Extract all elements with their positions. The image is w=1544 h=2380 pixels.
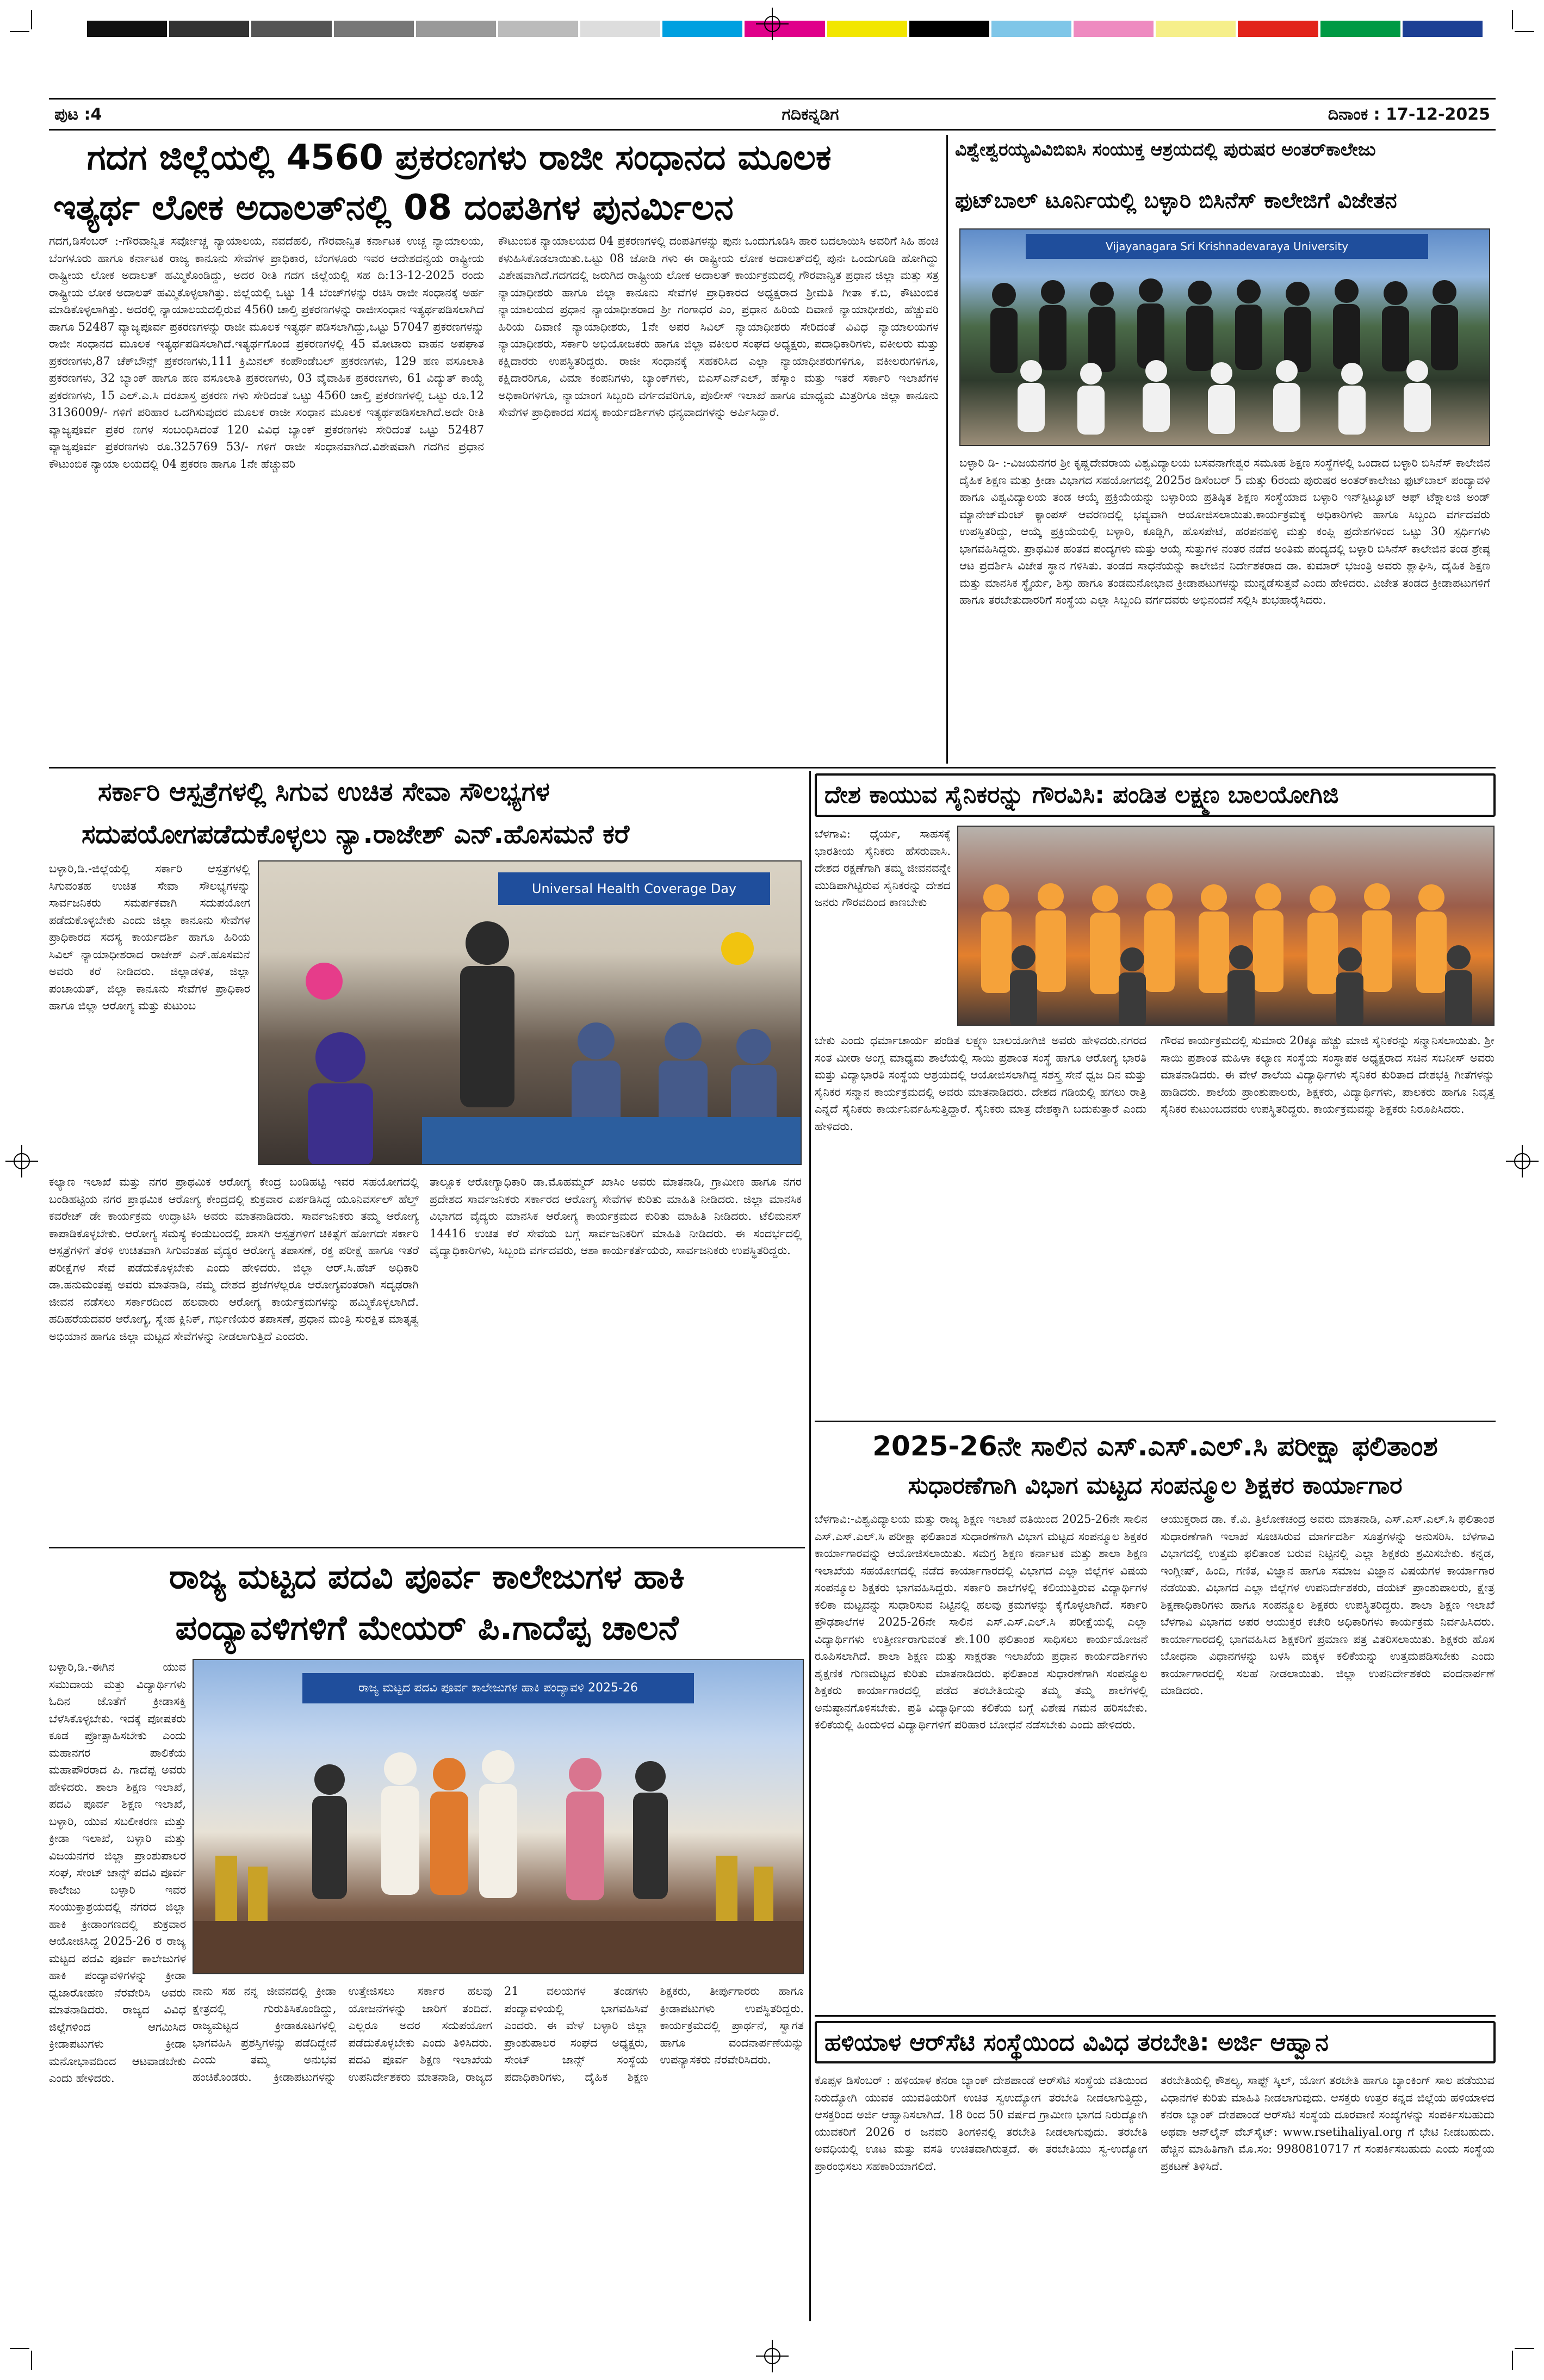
article-hockey bbox=[49, 1550, 805, 2322]
article-body-col-1: ಗದಗ,ಡಿಸೆಂಬರ್ :-ಗೌರವಾನ್ವಿತ ಸರ್ವೋಚ್ಚ ನ್ಯಾಯಾಲಯ, ನವದೆಹಲಿ, ಗೌರವಾನ್ವಿತ ಕರ್ನಾಟಕ ಉಚ್ಚ ನ್ಯಾಯಾಲಯ, ಬೆಂಗಳೂರು ಹಾಗೂ ಕರ್ನಾಟಕ ರಾಜ್ಯ ಕಾನೂನು ಸೇವೆಗಳ ಪ್ರಾಧಿಕಾರ, ಬೆಂಗಳೂರು ಇವರ ಆದೇಶದನ್ವಯ ರಾಷ್ಟ್ರೀಯ ರಾಷ್ಟ್ರೀಯ ಲೋಕ ಅದಾಲತ್ ಹಮ್ಮಿಕೊಂಡಿದ್ದು, ಅದರ ರೀತಿ ಗದಗ ಜಿಲ್ಲೆಯಲ್ಲಿ ಸಹ ದಿ:13-12-2025 ರಂದು ರಾಷ್ಟ್ರೀಯ ಲೋಕ ಅದಾಲತ್ ಹಮ್ಮಿಕೊಳ್ಳಲಾಗಿತ್ತು. ಜಿಲ್ಲೆಯಲ್ಲಿ ಒಟ್ಟು 14 ಬೆಂಚ್‌ಗಳನ್ನು ರಚಿಸಿ ರಾಜೀ ಸಂಧಾನಕ್ಕೆ ಅರ್ಹ ಮಾಡಿಕೊಳ್ಳಲಾಗಿತ್ತು. ಅದರಲ್ಲಿ ನ್ಯಾಯಾಲಯದಲ್ಲಿರುವ 4560 ಚಾಲ್ತಿ ಪ್ರಕರಣಗಳನ್ನು ರಾಜೀಸಂಧಾನ ಇತ್ಯರ್ಥಪಡಿಸಲಾಗಿದೆ ಹಾಗೂ 52487 ವ್ಯಾಜ್ಯಪೂರ್ವ ಪ್ರಕರಣಗಳನ್ನು ರಾಜೀ ಮೂಲಕ ಇತ್ಯರ್ಥ ಪಡಿಸಲಾಗಿದ್ದು,ಒಟ್ಟು 57047 ಪ್ರಕರಣಗಳನ್ನು ರಾಜೀ ಸಂಧಾನದ ಮೂಲಕ ಇತ್ಯರ್ಥಪಡಿಸಲಾಗಿದೆ.ಇತ್ಯರ್ಥಗೊಂಡ ಪ್ರಕರಣಗಳಲ್ಲಿ 45 ಮೋಟಾರು ವಾಹನ ಅಪಘಾತ ಪ್ರಕರಣಗಳು,87 ಚೆಕ್‌ಬೌನ್ಸ್ ಪ್ರಕರಣಗಳು,111 ಕ್ರಿಮಿನಲ್ ಕಂಪೌಂಡೆಬಲ್ ಪ್ರಕರಣಗಳು, 129 ಹಣ ವಸೂಲಾತಿ ಪ್ರಕರಣಗಳು, 32 ಬ್ಯಾಂಕ್ ಹಾಗೂ ಹಣ ವಸೂಲಾತಿ ಪ್ರಕರಣಗಳು, 03 ವೈವಾಹಿಕ ಪ್ರಕರಣಗಳು, 61 ವಿದ್ಯುತ್ ಕಾಯ್ದೆ ಪ್ರಕರಣಗಳು, 15 ಎಲ್.ಎ.ಸಿ ದರಖಾಸ್ತ ಪ್ರಕರಣ ಗಳು ಸೇರಿದಂತೆ ಒಟ್ಟು 4560 ಚಾಲ್ತಿ ಪ್ರಕರಣಗಳಲ್ಲಿ ಒಟ್ಟು ರೂ.12 3136009/- ಗಳಿಗೆ ಪರಿಹಾರ ಒದಗಿಸುವುದರ ಮೂಲಕ ರಾಜೀ ಸಂಧಾನ ಮೂಲಕ ಇತ್ಯರ್ಥಪಡಿಸಲಾಗಿದೆ.ಅದೇ ರೀತಿ ವ್ಯಾಜ್ಯಪೂರ್ವ ಪ್ರಕರ ಣಗಳ ಸಂಬಂಧಿಸಿದಂತೆ 120 ವಿವಿಧ ಬ್ಯಾಂಕ್ ಪ್ರಕರಣಗಳು ಸೇರಿದಂತೆ ಒಟ್ಟು 52487 ವ್ಯಾಜ್ಯಪೂರ್ವ ಪ್ರಕರಣಗಳು ರೂ.325769 53/- ಗಳಿಗೆ ರಾಜೀ ಸಂಧಾನವಾಗಿದೆ.ವಿಶೇಷವಾಗಿ ಗದಗಿನ ಪ್ರಧಾನ ಕೌಟುಂಬಿಕ ನ್ಯಾಯಾ ಲಯದಲ್ಲಿ 04 ಪ್ರಕರಣ ಹಾಗೂ 1ನೇ ಹೆಚ್ಚುವರಿ bbox=[49, 234, 484, 470]
section-divider bbox=[49, 1547, 805, 1548]
color-swatch bbox=[416, 21, 496, 37]
headline-line-2: ಸದುಪಯೋಗಪಡೆದುಕೊಳ್ಳಲು ನ್ಯಾ.ರಾಜೇಶ್ ಎನ್.ಹೊಸಮನೆ ಕರೆ bbox=[82, 819, 630, 850]
color-swatch bbox=[1074, 21, 1154, 37]
article-body-side: ಬಳ್ಳಾರಿ,ಡಿ.-ಈಗಿನ ಯುವ ಸಮುದಾಯ ಮತ್ತು ವಿದ್ಯಾರ್ಥಿಗಳು ಓದಿನ ಜೊತೆಗೆ ಕ್ರೀಡಾಸಕ್ತಿ ಬೆಳೆಸಿಕೊಳ್ಳಬೇಕು. ಇದಕ್ಕೆ ಪೋಷಕರು ಕೂಡ ಪ್ರೋತ್ಸಾಹಿಸಬೇಕು ಎಂದು ಮಹಾನಗರ ಪಾಲಿಕೆಯ ಮಹಾಪೌರರಾದ ಪಿ. ಗಾದೆಪ್ಪ ಅವರು ಹೇಳಿದರು. ಶಾಲಾ ಶಿಕ್ಷಣ ಇಲಾಖೆ, ಪದವಿ ಪೂರ್ವ ಶಿಕ್ಷಣ ಇಲಾಖೆ, ಬಳ್ಳಾರಿ, ಯುವ ಸಬಲೀಕರಣ ಮತ್ತು ಕ್ರೀಡಾ ಇಲಾಖೆ, ಬಳ್ಳಾರಿ ಮತ್ತು ವಿಜಯನಗರ ಜಿಲ್ಲಾ ಪ್ರಾಂಶುಪಾಲರ ಸಂಘ, ಸೇಂಟ್ ಜಾನ್ಸ್ ಪದವಿ ಪೂರ್ವ ಕಾಲೇಜು ಬಳ್ಳಾರಿ ಇವರ ಸಂಯುಕ್ತಾಶ್ರಯದಲ್ಲಿ ನಗರದ ಜಿಲ್ಲಾ ಹಾಕಿ ಕ್ರೀಡಾಂಗಣದಲ್ಲಿ ಶುಕ್ರವಾರ ಆಯೋಜಿಸಿದ್ದ 2025-26 ರ ರಾಜ್ಯ ಮಟ್ಟದ ಪದವಿ ಪೂರ್ವ ಕಾಲೇಜುಗಳ ಹಾಕಿ ಪಂದ್ಯಾವಳಿಗಳನ್ನು ಕ್ರೀಡಾ ಧ್ವಜಾರೋಹಣ ನೆರವೇರಿಸಿ ಅವರು ಮಾತನಾಡಿದರು. ರಾಜ್ಯದ ವಿವಿಧ ಜಿಲ್ಲೆಗಳಿಂದ ಆಗಮಿಸಿದ ಕ್ರೀಡಾಪಟುಗಳು ಕ್ರೀಡಾ ಮನೋಭಾವದಿಂದ ಆಟವಾಡಬೇಕು ಎಂದು ಹೇಳಿದರು. bbox=[49, 1660, 186, 2085]
crop-mark-bottom-right-icon bbox=[1502, 2338, 1534, 2370]
photo-banner: ರಾಜ್ಯ ಮಟ್ಟದ ಪದವಿ ಪೂರ್ವ ಕಾಲೇಜುಗಳ ಹಾಕಿ ಪಂದ್ಯಾವಳಿ 2025-26 bbox=[302, 1673, 694, 1703]
registration-target-bottom-icon bbox=[756, 2340, 789, 2372]
article-body-col-1: ಕೊಪ್ಪಳ ಡಿಸೆಂಬರ್ : ಹಳಿಯಾಳ ಕೆನರಾ ಬ್ಯಾಂಕ್ ದೇಶಪಾಂಡೆ ಆರ್‌ಸೆಟಿ ಸಂಸ್ಥೆಯ ವತಿಯಿಂದ ನಿರುದ್ಯೋಗಿ ಯುವಕ ಯುವತಿಯರಿಗೆ ಉಚಿತ ಸ್ವಉದ್ಯೋಗ ತರಬೇತಿ ನೀಡಲಾಗುತ್ತಿದ್ದು, ಆಸಕ್ತರಿಂದ ಅರ್ಜಿ ಆಹ್ವಾನಿಸಲಾಗಿದೆ. 18 ರಿಂದ 50 ವರ್ಷದ ಗ್ರಾಮೀಣ ಭಾಗದ ನಿರುದ್ಯೋಗಿ ಯುವಕರಿಗೆ 2026 ರ ಜನವರಿ ತಿಂಗಳಿನಲ್ಲಿ ತರಬೇತಿ ನೀಡಲಾಗುವುದು. ತರಬೇತಿ ಅವಧಿಯಲ್ಲಿ ಊಟ ಮತ್ತು ವಸತಿ ಉಚಿತವಾಗಿರುತ್ತದೆ. ಈ ತರಬೇತಿಯು ಸ್ವ-ಉದ್ಯೋಗ ಪ್ರಾರಂಭಿಸಲು ಸಹಕಾರಿಯಾಗಲಿದೆ. bbox=[815, 2074, 1148, 2173]
registration-target-left-icon bbox=[5, 1145, 38, 1177]
article-body-col-1: ಕಲ್ಯಾಣ ಇಲಾಖೆ ಮತ್ತು ನಗರ ಪ್ರಾಥಮಿಕ ಆರೋಗ್ಯ ಕೇಂದ್ರ ಬಂಡಿಹಟ್ಟಿ ಇವರ ಸಹಯೋಗದಲ್ಲಿ ಬಂಡಿಹಟ್ಟಿಯ ನಗರ ಪ್ರಾಥಮಿಕ ಆರೋಗ್ಯ ಕೇಂದ್ರದಲ್ಲಿ ಶುಕ್ರವಾರ ಏರ್ಪಡಿಸಿದ್ದ ಯೂನಿವರ್ಸಲ್ ಹೆಲ್ತ್ ಕವರೇಜ್ ಡೇ ಕಾರ್ಯಕ್ರಮ ಉದ್ಘಾಟಿಸಿ ಅವರು ಮಾತನಾಡಿದರು. ಸಾರ್ವಜನಿಕರು ತಮ್ಮ ಆರೋಗ್ಯ ಕಾಪಾಡಿಕೊಳ್ಳಬೇಕು. ಆರೋಗ್ಯ ಸಮಸ್ಯೆ ಕಂಡುಬಂದಲ್ಲಿ ಖಾಸಗಿ ಆಸ್ಪತ್ರೆಗಳಿಗೆ ಚಿಕಿತ್ಸೆಗೆ ಹೋಗದೇ ಸರ್ಕಾರಿ ಆಸ್ಪತ್ರೆಗಳಿಗೆ ತೆರಳಿ ಉಚಿತವಾಗಿ ಸಿಗುವಂತಹ ವೈದ್ಯರ ಆರೋಗ್ಯ ತಪಾಸಣೆ, ರಕ್ತ ಪರೀಕ್ಷೆ ಹಾಗೂ ಇತರೆ ಪರೀಕ್ಷೆಗಳ ಸೇವೆ ಪಡೆದುಕೊಳ್ಳಬೇಕು ಎಂದು ಹೇಳಿದರು. ಜಿಲ್ಲಾ ಆರ್.ಸಿ.ಹೆಚ್ ಅಧಿಕಾರಿ ಡಾ.ಹನುಮಂತಪ್ಪ ಅವರು ಮಾತನಾಡಿ, ನಮ್ಮ ದೇಶದ ಪ್ರಜೆಗಳೆಲ್ಲರೂ ಆರೋಗ್ಯವಂತರಾಗಿ ಸದೃಢರಾಗಿ ಜೀವನ ನಡೆಸಲು ಸರ್ಕಾರದಿಂದ ಹಲವಾರು ಆರೋಗ್ಯ ಕಾರ್ಯಕ್ರಮಗಳನ್ನು ಹಮ್ಮಿಕೊಳ್ಳಲಾಗಿದೆ. ಹದಿಹರೆಯದವರ ಆರೋಗ್ಯ, ಸ್ನೇಹ ಕ್ಲಿನಿಕ್, ಗರ್ಭಿಣಿಯರ ತಪಾಸಣೆ, ಪ್ರಧಾನ ಮಂತ್ರಿ ಸುರಕ್ಷಿತ ಮಾತೃತ್ವ ಅಭಿಯಾನ ಹಾಗೂ ಜಿಲ್ಲಾ ಮಟ್ಟದ ಸೇವೆಗಳನ್ನು ನೀಡಲಾಗುತ್ತಿದೆ ಎಂದರು. bbox=[49, 1175, 419, 1343]
headline-box bbox=[815, 2021, 1496, 2063]
headline-line-1: ರಾಜ್ಯ ಮಟ್ಟದ ಪದವಿ ಪೂರ್ವ ಕಾಲೇಜುಗಳ ಹಾಕಿ bbox=[169, 1557, 685, 1596]
crop-mark-top-right-icon bbox=[1502, 10, 1534, 42]
headline: ದೇಶ ಕಾಯುವ ಸೈನಿಕರನ್ನು ಗೌರವಿಸಿ: ಪಂಡಿತ ಲಕ್ಷ್ಮಣ ಬಾಲಯೋಗಿಜಿ bbox=[824, 781, 1339, 809]
page-header bbox=[49, 98, 1496, 131]
headline-line-2: ಪಂದ್ಯಾವಳಿಗಳಿಗೆ ಮೇಯರ್ ಪಿ.ಗಾದೆಪ್ಪ ಚಾಲನೆ bbox=[175, 1608, 679, 1647]
headline-line-2: ಇತ್ಯರ್ಥ ಲೋಕ ಅದಾಲತ್‌ನಲ್ಲಿ 08 ದಂಪತಿಗಳ ಪುನರ್ಮಿಲನ bbox=[53, 188, 734, 228]
article-body-col-2: ತರಬೇತಿಯಲ್ಲಿ ಕೌಶಲ್ಯ, ಸಾಫ್ಟ್ ಸ್ಕಿಲ್, ಯೋಗ ತರಬೇತಿ ಹಾಗೂ ಬ್ಯಾಂಕಿಂಗ್ ಸಾಲ ಪಡೆಯುವ ವಿಧಾನಗಳ ಕುರಿತು ಮಾಹಿತಿ ನೀಡಲಾಗುವುದು. ಆಸಕ್ತರು ಉತ್ತರ ಕನ್ನಡ ಜಿಲ್ಲೆಯ ಹಳಿಯಾಳದ ಕೆನರಾ ಬ್ಯಾಂಕ್ ದೇಶಪಾಂಡೆ ಆರ್‌ಸೆಟಿ ಸಂಸ್ಥೆಯ ದೂರವಾಣಿ ಸಂಖ್ಯೆಗಳನ್ನು ಸಂಪರ್ಕಿಸಬಹುದು ಅಥವಾ ಆನ್‌ಲೈನ್ ವೆಬ್‌ಸೈಟ್: www.rsetihaliyal.org ಗೆ ಭೇಟಿ ನೀಡಬಹುದು. ಹೆಚ್ಚಿನ ಮಾಹಿತಿಗಾಗಿ ಮೊ.ಸಂ: 9980810717 ಗೆ ಸಂಪರ್ಕಿಸಬಹುದು ಎಂದು ಸಂಸ್ಥೆಯ ಪ್ರಕಟಣೆ ತಿಳಿಸಿದೆ. bbox=[1161, 2074, 1495, 2173]
article-body-col-2: ತಾಲ್ಲೂಕ ಆರೋಗ್ಯಾಧಿಕಾರಿ ಡಾ.ಮೊಹಮ್ಮದ್ ಖಾಸಿಂ ಅವರು ಮಾತನಾಡಿ, ಗ್ರಾಮೀಣ ಹಾಗೂ ನಗರ ಪ್ರದೇಶದ ಸಾರ್ವಜನಿಕರು ಸರ್ಕಾರದ ಆರೋಗ್ಯ ಸೇವೆಗಳ ಕುರಿತು ಮಾಹಿತಿ ನೀಡಿದರು. ಜಿಲ್ಲಾ ಮಾನಸಿಕ ವಿಭಾಗದ ವೈದ್ಯರು ಮಾನಸಿಕ ಆರೋಗ್ಯ ಕಾರ್ಯಕ್ರಮದ ಕುರಿತು ಮಾಹಿತಿ ನೀಡಿದರು. ಟೆಲಿಮನಸ್ 14416 ಉಚಿತ ಕರೆ ಸೇವೆಯ ಬಗ್ಗೆ ಸಾರ್ವಜನಿಕರಿಗೆ ಮಾಹಿತಿ ನೀಡಿದರು. ಈ ಸಂದರ್ಭದಲ್ಲಿ ವೈದ್ಯಾಧಿಕಾರಿಗಳು, ಸಿಬ್ಬಂದಿ ವರ್ಗದವರು, ಆಶಾ ಕಾರ್ಯಕರ್ತೆಯರು, ಸಾರ್ವಜನಿಕರು ಉಪಸ್ಥಿತರಿದ್ದರು. bbox=[430, 1175, 802, 1257]
headline-line-1: 2025-26ನೇ ಸಾಲಿನ ಎಸ್.ಎಸ್.ಎಲ್.ಸಿ ಪರೀಕ್ಷಾ ಫಲಿತಾಂಶ bbox=[872, 1430, 1438, 1462]
color-swatch bbox=[909, 21, 989, 37]
color-swatch bbox=[334, 21, 414, 37]
hockey-inauguration-photo bbox=[193, 1659, 804, 1974]
column-divider bbox=[809, 771, 811, 2321]
section-divider bbox=[815, 2015, 1496, 2017]
headline-line-2: ಸುಧಾರಣೆಗಾಗಿ ವಿಭಾಗ ಮಟ್ಟದ ಸಂಪನ್ಮೂಲ ಶಿಕ್ಷಕರ ಕಾರ್ಯಾಗಾರ bbox=[908, 1472, 1403, 1499]
speaker-and-audience-icon bbox=[259, 861, 802, 1165]
color-swatch bbox=[1156, 21, 1236, 37]
headline-box bbox=[815, 773, 1496, 817]
color-swatch bbox=[580, 21, 660, 37]
headline-line-1: ಸರ್ಕಾರಿ ಆಸ್ಪತ್ರೆಗಳಲ್ಲಿ ಸಿಗುವ ಉಚಿತ ಸೇವಾ ಸೌಲಭ್ಯಗಳ bbox=[98, 777, 550, 807]
headline-line-2: ಫುಟ್‌ಬಾಲ್ ಟೂರ್ನಿಯಲ್ಲಿ ಬಳ್ಳಾರಿ ಬಿಸಿನೆಸ್ ಕಾಲೇಜಿಗೆ ವಿಜೇತನ bbox=[955, 188, 1397, 213]
soldiers-felicitation-photo bbox=[957, 826, 1495, 1026]
article-body-bottom: ನಾನು ಸಹ ನನ್ನ ಜೀವನದಲ್ಲಿ ಕ್ರೀಡಾ ಕ್ಷೇತ್ರದಲ್ಲಿ ಗುರುತಿಸಿಕೊಂಡಿದ್ದು, ರಾಜ್ಯಮಟ್ಟದ ಕ್ರೀಡಾಕೂಟಗಳಲ್ಲಿ ಭಾಗವಹಿಸಿ ಪ್ರಶಸ್ತಿಗಳನ್ನು ಪಡೆದಿದ್ದೇನೆ ಎಂದು ತಮ್ಮ ಅನುಭವ ಹಂಚಿಕೊಂಡರು. ಕ್ರೀಡಾಪಟುಗಳನ್ನು ಉತ್ತೇಜಿಸಲು ಸರ್ಕಾರ ಹಲವು ಯೋಜನೆಗಳನ್ನು ಜಾರಿಗೆ ತಂದಿದೆ. ಎಲ್ಲರೂ ಅದರ ಸದುಪಯೋಗ ಪಡೆದುಕೊಳ್ಳಬೇಕು ಎಂದು ತಿಳಿಸಿದರು. ಪದವಿ ಪೂರ್ವ ಶಿಕ್ಷಣ ಇಲಾಖೆಯ ಉಪನಿರ್ದೇಶಕರು ಮಾತನಾಡಿ, ರಾಜ್ಯದ 21 ವಲಯಗಳ ತಂಡಗಳು ಪಂದ್ಯಾವಳಿಯಲ್ಲಿ ಭಾಗವಹಿಸಿವೆ ಎಂದರು. ಈ ವೇಳೆ ಬಳ್ಳಾರಿ ಜಿಲ್ಲಾ ಪ್ರಾಂಶುಪಾಲರ ಸಂಘದ ಅಧ್ಯಕ್ಷರು, ಸೇಂಟ್ ಜಾನ್ಸ್ ಸಂಸ್ಥೆಯ ಪದಾಧಿಕಾರಿಗಳು, ದೈಹಿಕ ಶಿಕ್ಷಣ ಶಿಕ್ಷಕರು, ತೀರ್ಪುಗಾರರು ಹಾಗೂ ಕ್ರೀಡಾಪಟುಗಳು ಉಪಸ್ಥಿತರಿದ್ದರು. ಕಾರ್ಯಕ್ರಮದಲ್ಲಿ ಪ್ರಾರ್ಥನೆ, ಸ್ವಾಗತ ಹಾಗೂ ವಂದನಾರ್ಪಣೆಯನ್ನು ಉಪನ್ಯಾಸಕರು ನೆರವೇರಿಸಿದರು. bbox=[193, 1985, 804, 2084]
article-body-col-2: ಗೌರವ ಕಾರ್ಯಕ್ರಮದಲ್ಲಿ ಸುಮಾರು 20ಕ್ಕೂ ಹೆಚ್ಚು ಮಾಜಿ ಸೈನಿಕರನ್ನು ಸನ್ಮಾನಿಸಲಾಯಿತು. ಶ್ರೀ ಸಾಯಿ ಪ್ರಶಾಂತ ಮಹಿಳಾ ಕಲ್ಯಾಣ ಸಂಸ್ಥೆಯ ಸಂಸ್ಥಾಪಕ ಅಧ್ಯಕ್ಷರಾದ ಸಚಿನ ಸಬನೀಸ್ ಅವರು ಮಾತನಾಡಿದರು. ಈ ವೇಳೆ ಶಾಲೆಯ ವಿದ್ಯಾರ್ಥಿಗಳು ಸೈನಿಕರ ಕುರಿತಾದ ದೇಶಭಕ್ತಿ ಗೀತೆಗಳನ್ನು ಹಾಡಿದರು. ಶಾಲೆಯ ಪ್ರಾಂಶುಪಾಲರು, ಶಿಕ್ಷಕರು, ವಿದ್ಯಾರ್ಥಿಗಳು, ಪಾಲಕರು ಹಾಗೂ ನಿವೃತ್ತ ಸೈನಿಕರ ಕುಟುಂಬದವರು ಉಪಸ್ಥಿತರಿದ್ದರು. ಕಾರ್ಯಕ್ರಮವನ್ನು ಶಿಕ್ಷಕರು ನಿರೂಪಿಸಿದರು. bbox=[1161, 1034, 1495, 1115]
article-body-col-1: ಬೆಳಗಾವಿ:-ವಿಶ್ವವಿದ್ಯಾಲಯ ಮತ್ತು ರಾಜ್ಯ ಶಿಕ್ಷಣ ಇಲಾಖೆ ವತಿಯಿಂದ 2025-26ನೇ ಸಾಲಿನ ಎಸ್.ಎಸ್.ಎಲ್.ಸಿ ಪರೀಕ್ಷಾ ಫಲಿತಾಂಶ ಸುಧಾರಣೆಗಾಗಿ ವಿಭಾಗ ಮಟ್ಟದ ಸಂಪನ್ಮೂಲ ಶಿಕ್ಷಕರ ಕಾರ್ಯಾಗಾರವನ್ನು ಆಯೋಜಿಸಲಾಯಿತು. ಸಮಗ್ರ ಶಿಕ್ಷಣ ಕರ್ನಾಟಕ ಮತ್ತು ಶಾಲಾ ಶಿಕ್ಷಣ ಇಲಾಖೆಯ ಸಹಯೋಗದಲ್ಲಿ ನಡೆದ ಕಾರ್ಯಾಗಾರದಲ್ಲಿ ವಿಭಾಗದ ಎಲ್ಲಾ ಜಿಲ್ಲೆಗಳ ವಿಷಯ ಸಂಪನ್ಮೂಲ ಶಿಕ್ಷಕರು ಭಾಗವಹಿಸಿದ್ದರು. ಸರ್ಕಾರಿ ಶಾಲೆಗಳಲ್ಲಿ ಕಲಿಯುತ್ತಿರುವ ವಿದ್ಯಾರ್ಥಿಗಳ ಕಲಿಕಾ ಮಟ್ಟವನ್ನು ಸುಧಾರಿಸುವ ನಿಟ್ಟಿನಲ್ಲಿ ಹಲವು ಕ್ರಮಗಳನ್ನು ಕೈಗೊಳ್ಳಲಾಗಿದೆ. ಸರ್ಕಾರಿ ಪ್ರೌಢಶಾಲೆಗಳ 2025-26ನೇ ಸಾಲಿನ ಎಸ್.ಎಸ್.ಎಲ್.ಸಿ ಪರೀಕ್ಷೆಯಲ್ಲಿ ಎಲ್ಲಾ ವಿದ್ಯಾರ್ಥಿಗಳು ಉತ್ತೀರ್ಣರಾಗುವಂತೆ ಶೇ.100 ಫಲಿತಾಂಶ ಸಾಧಿಸಲು ಕಾರ್ಯಯೋಜನೆ ರೂಪಿಸಲಾಗಿದೆ. ಶಾಲಾ ಶಿಕ್ಷಣ ಮತ್ತು ಸಾಕ್ಷರತಾ ಇಲಾಖೆಯ ಪ್ರಧಾನ ಕಾರ್ಯದರ್ಶಿಗಳು ಶೈಕ್ಷಣಿಕ ಗುಣಮಟ್ಟದ ಕುರಿತು ಮಾತನಾಡಿದರು. ಫಲಿತಾಂಶ ಸುಧಾರಣೆಗಾಗಿ ಸಂಪನ್ಮೂಲ ಶಿಕ್ಷಕರು ಕಾರ್ಯಾಗಾರದಲ್ಲಿ ಪಡೆದ ತರಬೇತಿಯನ್ನು ತಮ್ಮ ತಮ್ಮ ಶಾಲೆಗಳಲ್ಲಿ ಅನುಷ್ಠಾನಗೊಳಿಸಬೇಕು. ಪ್ರತಿ ವಿದ್ಯಾರ್ಥಿಯ ಕಲಿಕೆಯ ಬಗ್ಗೆ ವಿಶೇಷ ಗಮನ ಹರಿಸಬೇಕು. ಕಲಿಕೆಯಲ್ಲಿ ಹಿಂದುಳಿದ ವಿದ್ಯಾರ್ಥಿಗಳಿಗೆ ಪರಿಹಾರ ಬೋಧನೆ ನಡೆಸಬೇಕು ಎಂದು ಹೇಳಿದರು. bbox=[815, 1513, 1148, 1731]
color-swatch bbox=[1403, 21, 1483, 37]
page-number: ಪುಟ :4 bbox=[54, 105, 102, 124]
crop-mark-bottom-left-icon bbox=[10, 2338, 42, 2370]
article-football bbox=[953, 135, 1497, 764]
dignitaries-and-trophies-icon bbox=[194, 1660, 804, 1974]
article-body-intro: ಬೆಳಗಾವಿ: ಧೈರ್ಯ, ಸಾಹಸಕ್ಕೆ ಭಾರತೀಯ ಸೈನಿಕರು ಹೆಸರುವಾಸಿ. ದೇಶದ ರಕ್ಷಣೆಗಾಗಿ ತಮ್ಮ ಜೀವನವನ್ನೇ ಮುಡಿಪಾಗಿಟ್ಟಿರುವ ಸೈನಿಕರನ್ನು ದೇಶದ ಜನರು ಗೌರವದಿಂದ ಕಾಣಬೇಕು bbox=[815, 827, 951, 909]
paper-name: ಗದಿಕನ್ನಡಿಗ bbox=[782, 105, 839, 124]
column-divider bbox=[946, 135, 948, 764]
color-swatch bbox=[87, 21, 167, 37]
color-swatch bbox=[169, 21, 249, 37]
color-swatch bbox=[991, 21, 1071, 37]
article-rseti bbox=[815, 2019, 1496, 2323]
headline-line-1: ವಿಶ್ವೇಶ್ವರಯ್ಯವಿವಿಬಿಐಸಿ ಸಂಯುಕ್ತ ಆಶ್ರಯದಲ್ಲಿ ಪುರುಷರ ಅಂತರ್‌ಕಾಲೇಜು bbox=[955, 139, 1376, 160]
section-divider bbox=[815, 1421, 1496, 1422]
color-swatch bbox=[251, 21, 331, 37]
article-hospital bbox=[49, 771, 805, 1544]
color-swatch bbox=[1238, 21, 1318, 37]
article-sslc bbox=[815, 1424, 1496, 2011]
crop-mark-top-left-icon bbox=[10, 10, 42, 42]
color-swatch bbox=[498, 21, 578, 37]
photo-banner: Universal Health Coverage Day bbox=[498, 872, 770, 905]
headline-line-1: ಗದಗ ಜಿಲ್ಲೆಯಲ್ಲಿ 4560 ಪ್ರಕರಣಗಳು ರಾಜೀ ಸಂಧಾನದ ಮೂಲಕ bbox=[87, 138, 832, 178]
color-swatch bbox=[662, 21, 742, 37]
color-swatch bbox=[1320, 21, 1400, 37]
article-body-col-2: ಆಯುಕ್ತರಾದ ಡಾ. ಕೆ.ವಿ. ತ್ರಿಲೋಕಚಂದ್ರ ಅವರು ಮಾತನಾಡಿ, ಎಸ್.ಎಸ್.ಎಲ್.ಸಿ ಫಲಿತಾಂಶ ಸುಧಾರಣೆಗಾಗಿ ಇಲಾಖೆ ಸೂಚಿಸಿರುವ ಮಾರ್ಗದರ್ಶಿ ಸೂತ್ರಗಳನ್ನು ಅನುಸರಿಸಿ. ಬೆಳಗಾವಿ ವಿಭಾಗದಲ್ಲಿ ಉತ್ತಮ ಫಲಿತಾಂಶ ಬರುವ ನಿಟ್ಟಿನಲ್ಲಿ ಎಲ್ಲಾ ಶಿಕ್ಷಕರು ಶ್ರಮಿಸಬೇಕು. ಕನ್ನಡ, ಇಂಗ್ಲೀಷ್, ಹಿಂದಿ, ಗಣಿತ, ವಿಜ್ಞಾನ ಹಾಗೂ ಸಮಾಜ ವಿಜ್ಞಾನ ವಿಷಯಗಳ ಕಾರ್ಯಾಗಾರ ನಡೆಯಿತು. ವಿಭಾಗದ ಎಲ್ಲಾ ಜಿಲ್ಲೆಗಳ ಉಪನಿರ್ದೇಶಕರು, ಡಯಟ್ ಪ್ರಾಂಶುಪಾಲರು, ಕ್ಷೇತ್ರ ಶಿಕ್ಷಣಾಧಿಕಾರಿಗಳು ಹಾಗೂ ಸಂಪನ್ಮೂಲ ಶಿಕ್ಷಕರು ಉಪಸ್ಥಿತರಿದ್ದರು. ಶಾಲಾ ಶಿಕ್ಷಣ ಇಲಾಖೆ ಬೆಳಗಾವಿ ವಿಭಾಗದ ಅಪರ ಆಯುಕ್ತರ ಕಚೇರಿ ಅಧಿಕಾರಿಗಳು ಕಾರ್ಯಕ್ರಮ ನಿರ್ವಹಿಸಿದರು. ಕಾರ್ಯಾಗಾರದಲ್ಲಿ ಭಾಗವಹಿಸಿದ ಶಿಕ್ಷಕರಿಗೆ ಪ್ರಮಾಣ ಪತ್ರ ವಿತರಿಸಲಾಯಿತು. ಶಿಕ್ಷಕರು ಹೊಸ ಬೋಧನಾ ವಿಧಾನಗಳನ್ನು ಬಳಸಿ ಮಕ್ಕಳ ಕಲಿಕೆಯನ್ನು ಉತ್ತಮಪಡಿಸಬೇಕು ಎಂದು ಕಾರ್ಯಾಗಾರದಲ್ಲಿ ಸಲಹೆ ನೀಡಲಾಯಿತು. ಜಿಲ್ಲಾ ಉಪನಿರ್ದೇಶಕರು ವಂದನಾರ್ಪಣೆ ಮಾಡಿದರು. bbox=[1161, 1513, 1495, 1697]
football-team-photo bbox=[959, 228, 1490, 446]
article-lok-adalat bbox=[49, 135, 942, 764]
team-group-icon bbox=[960, 262, 1490, 446]
honorees-row-icon bbox=[958, 827, 1495, 1026]
article-body: ಬಳ್ಳಾರಿ ಡಿ- :-ವಿಜಯನಗರ ಶ್ರೀ ಕೃಷ್ಣದೇವರಾಯ ವಿಶ್ವವಿದ್ಯಾಲಯ ಬಸವನಾಗೇಶ್ವರ ಸಮೂಹ ಶಿಕ್ಷಣ ಸಂಸ್ಥೆಗಳಲ್ಲಿ ಒಂದಾದ ಬಳ್ಳಾರಿ ಬಿಸಿನೆಸ್ ಕಾಲೇಜಿನ ದೈಹಿಕ ಶಿಕ್ಷಣ ಮತ್ತು ಕ್ರೀಡಾ ವಿಭಾಗದ ಸಹಯೋಗದಲ್ಲಿ 2025ರ ಡಿಸೆಂಬರ್ 5 ಮತ್ತು 6ರಂದು ಪುರುಷರ ಅಂತರ್‌ಕಾಲೇಜು ಫುಟ್‌ಬಾಲ್ ಪಂದ್ಯಾವಳಿ ಹಾಗೂ ವಿಶ್ವವಿದ್ಯಾಲಯ ತಂಡ ಆಯ್ಕೆ ಪ್ರಕ್ರಿಯೆಯನ್ನು ಬಳ್ಳಾರಿಯ ಪ್ರತಿಷ್ಠಿತ ಶಿಕ್ಷಣ ಸಂಸ್ಥೆಯಾದ ಬಳ್ಳಾರಿ ಇನ್‌ಸ್ಟಿಟ್ಯೂಟ್ ಆಫ್ ಟೆಕ್ನಾಲಜಿ ಅಂಡ್ ಮ್ಯಾನೇಜ್‌ಮೆಂಟ್ ಕ್ಯಾಂಪಸ್ ಆವರಣದಲ್ಲಿ ಭವ್ಯವಾಗಿ ಆಯೋಜಿಸಲಾಯಿತು.ಕಾರ್ಯಕ್ರಮಕ್ಕೆ ಅಧಿಕಾರಿಗಳು ಹಾಗೂ ಸಿಬ್ಬಂದಿ ವರ್ಗದವರು ಉಪಸ್ಥಿತರಿದ್ದು, ಆಯ್ಕೆ ಪ್ರಕ್ರಿಯೆಯಲ್ಲಿ ಬಳ್ಳಾರಿ, ಕೂಡ್ಲಿಗಿ, ಹೊಸಪೇಟೆ, ಹರಪನಹಳ್ಳಿ ಮತ್ತು ಕಂಪ್ಲಿ ಪ್ರದೇಶಗಳಿಂದ ಒಟ್ಟು 30 ಸ್ಪರ್ಧಿಗಳು ಭಾಗವಹಿಸಿದ್ದರು. ಪ್ರಾಥಮಿಕ ಹಂತದ ಪಂದ್ಯಗಳು ಮತ್ತು ಆಯ್ಕೆ ಸುತ್ತುಗಳ ನಂತರ ನಡೆದ ಅಂತಿಮ ಪಂದ್ಯದಲ್ಲಿ ಬಳ್ಳಾರಿ ಬಿಸಿನೆಸ್ ಕಾಲೇಜಿನ ತಂಡ ಶ್ರೇಷ್ಠ ಆಟ ಪ್ರದರ್ಶಿಸಿ ವಿಜೇತ ಸ್ಥಾನ ಗಳಿಸಿತು. ತಂಡದ ಸಾಧನೆಯನ್ನು ಕಾಲೇಜಿನ ನಿರ್ದೇಶಕರಾದ ಡಾ. ಕುಮಾರ್ ಭಜಂತ್ರಿ ಅವರು ಶ್ಲಾಘಿಸಿ, ದೈಹಿಕ ಶಿಕ್ಷಣ ಮತ್ತು ಮಾನಸಿಕ ಸ್ಥೈರ್ಯ, ಶಿಸ್ತು ಹಾಗೂ ತಂಡಮನೋಭಾವ ಕ್ರೀಡಾಪಟುಗಳನ್ನು ಮುನ್ನಡೆಸುತ್ತವೆ ಎಂದು ಹೇಳಿದರು. ವಿಜೇತ ತಂಡದ ಕ್ರೀಡಾಪಟುಗಳಿಗೆ ಹಾಗೂ ತರಬೇತುದಾರರಿಗೆ ಸಂಸ್ಥೆಯ ಎಲ್ಲಾ ಸಿಬ್ಬಂದಿ ವರ್ಗದವರು ಅಭಿನಂದನೆ ಸಲ್ಲಿಸಿ ಶುಭಹಾರೈಸಿದರು. bbox=[959, 456, 1490, 606]
headline: ಹಳಿಯಾಳ ಆರ್‌ಸೆಟಿ ಸಂಸ್ಥೆಯಿಂದ ವಿವಿಧ ತರಬೇತಿ: ಅರ್ಜಿ ಆಹ್ವಾನ bbox=[824, 2029, 1329, 2056]
photo-banner: Vijayanagara Sri Krishnadevaraya University bbox=[1026, 234, 1428, 259]
article-body-col-1: ಬೇಕು ಎಂದು ಧರ್ಮಾಚಾರ್ಯ ಪಂಡಿತ ಲಕ್ಷ್ಮಣ ಬಾಲಯೋಗಿಜಿ ಅವರು ಹೇಳಿದರು.ನಗರದ ಸಂತ ಮೀರಾ ಅಂಗ್ಲ ಮಾಧ್ಯಮ ಶಾಲೆಯಲ್ಲಿ ಸಾಯಿ ಪ್ರಶಾಂತ ಸಂಸ್ಥೆ ಹಾಗೂ ಆರೋಗ್ಯ ಭಾರತಿ ಮತ್ತು ವಿದ್ಯಾಭಾರತಿ ಸಂಸ್ಥೆಯ ಆಶ್ರಯದಲ್ಲಿ ಆಯೋಜಿಸಲಾಗಿದ್ದ ಸಶಸ್ತ್ರ ಸೇನೆ ಧ್ವಜ ದಿನ ಮತ್ತು ಸೈನಿಕರ ಸನ್ಮಾನ ಕಾರ್ಯಕ್ರಮದಲ್ಲಿ ಅವರು ಮಾತನಾಡಿದರು. ದೇಶದ ಗಡಿಯಲ್ಲಿ ಹಗಲು ರಾತ್ರಿ ಎನ್ನದೆ ಸೈನಿಕರು ಕಾರ್ಯನಿರ್ವಹಿಸುತ್ತಿದ್ದಾರೆ. ಸೈನಿಕರು ಮಾತ್ರ ದೇಶಕ್ಕಾಗಿ ಬದುಕುತ್ತಾರೆ ಎಂದು ಹೇಳಿದರು. bbox=[815, 1034, 1146, 1133]
section-divider bbox=[49, 767, 1496, 768]
color-swatch bbox=[827, 21, 907, 37]
article-soldiers bbox=[815, 771, 1496, 1418]
registration-target-right-icon bbox=[1506, 1145, 1539, 1177]
issue-date: ದಿನಾಂಕ : 17-12-2025 bbox=[1328, 105, 1490, 124]
registration-target-top-icon bbox=[756, 8, 789, 40]
hospital-event-photo bbox=[258, 860, 802, 1165]
article-body-col-2: ಕೌಟುಂಬಿಕ ನ್ಯಾಯಾಲಯದ 04 ಪ್ರಕರಣಗಳಲ್ಲಿ ದಂಪತಿಗಳನ್ನು ಪುನಃ ಒಂದುಗೂಡಿಸಿ ಹಾರ ಬದಲಾಯಿಸಿ ಅವರಿಗೆ ಸಿಹಿ ಹಂಚಿ ಕಳುಹಿಸಿಕೊಡಲಾಯಿತು.ಒಟ್ಟು 08 ಜೋಡಿ ಗಳು ಈ ರಾಷ್ಟ್ರೀಯ ಲೋಕ ಅದಾಲತ್‌ದಲ್ಲಿ ಪುನಃ ಒಂದುಗೂಡಿ ಹೋಗಿದ್ದು ವಿಶೇಷವಾಗಿದೆ.ಗದಗದಲ್ಲಿ ಜರುಗಿದ ರಾಷ್ಟ್ರೀಯ ಲೋಕ ಅದಾಲತ್ ಕಾರ್ಯಕ್ರಮದಲ್ಲಿ ಗೌರವಾನ್ವಿತ ಪ್ರಧಾನ ಜಿಲ್ಲಾ ಮತ್ತು ಸತ್ರ ನ್ಯಾಯಾಧೀಶರು ಹಾಗೂ ಜಿಲ್ಲಾ ಕಾನೂನು ಸೇವೆಗಳ ಪ್ರಾಧಿಕಾರದ ಅಧ್ಯಕ್ಷರಾದ ಶ್ರೀಮತಿ ಗೀತಾ ಕೆ.ಬಿ, ಕೌಟುಂಬಿಕ ನ್ಯಾಯಾಲಯದ ಪ್ರಧಾನ ನ್ಯಾಯಾಧೀಶರಾದ ಶ್ರೀ ಗಂಗಾಧರ ಎಂ, ಪ್ರಧಾನ ಹಿರಿಯ ದಿವಾಣಿ ನ್ಯಾಯಾಧೀಶರು, ಹೆಚ್ಚುವರಿ ಹಿರಿಯ ದಿವಾಣಿ ನ್ಯಾಯಾಧೀಶರು, 1ನೇ ಅಪರ ಸಿವಿಲ್ ನ್ಯಾಯಾಧೀಶರು ಸೇರಿದಂತೆ ವಿವಿಧ ನ್ಯಾಯಾಲಯಗಳ ನ್ಯಾಯಾಧೀಶರು, ಸರ್ಕಾರಿ ಅಭಿಯೋಜಕರು ಹಾಗೂ ಜಿಲ್ಲಾ ವಕೀಲರ ಸಂಘದ ಅಧ್ಯಕ್ಷರು, ಪದಾಧಿಕಾರಿಗಳು, ವಕೀಲರು ಮತ್ತು ಕಕ್ಷಿದಾರರು ಉಪಸ್ಥಿತರಿದ್ದರು. ರಾಜೀ ಸಂಧಾನಕ್ಕೆ ಸಹಕರಿಸಿದ ಎಲ್ಲಾ ನ್ಯಾಯಾಧೀಶರುಗಳಿಗೂ, ವಕೀಲರುಗಳಿಗೂ, ಕಕ್ಷಿದಾರರಿಗೂ, ವಿಮಾ ಕಂಪನಿಗಳು, ಬ್ಯಾಂಕ್‌ಗಳು, ಬಿಎಸ್‌ಎನ್‌ಎಲ್, ಹೆಸ್ಕಾಂ ಮತ್ತು ಇತರೆ ಸರ್ಕಾರಿ ಇಲಾಖೆಗಳ ಅಧಿಕಾರಿಗಳಿಗೂ, ನ್ಯಾಯಾಂಗ ಸಿಬ್ಬಂದಿ ವರ್ಗದವರಿಗೂ, ಪೊಲೀಸ್ ಇಲಾಖೆ ಹಾಗೂ ಮಾಧ್ಯಮ ಮಿತ್ರರಿಗೂ ಜಿಲ್ಲಾ ಕಾನೂನು ಸೇವೆಗಳ ಪ್ರಾಧಿಕಾರದ ಸದಸ್ಯ ಕಾರ್ಯದರ್ಶಿಗಳು ಧನ್ಯವಾದಗಳನ್ನು ಅರ್ಪಿಸಿದ್ದಾರೆ. bbox=[498, 234, 939, 419]
article-body-intro: ಬಳ್ಳಾರಿ,ಡಿ.-ಜಿಲ್ಲೆಯಲ್ಲಿ ಸರ್ಕಾರಿ ಆಸ್ಪತ್ರೆಗಳಲ್ಲಿ ಸಿಗುವಂತಹ ಉಚಿತ ಸೇವಾ ಸೌಲಭ್ಯಗಳನ್ನು ಸಾರ್ವಜನಿಕರು ಸಮರ್ಪಕವಾಗಿ ಸದುಪಯೋಗ ಪಡೆದುಕೊಳ್ಳಬೇಕು ಎಂದು ಜಿಲ್ಲಾ ಕಾನೂನು ಸೇವೆಗಳ ಪ್ರಾಧಿಕಾರದ ಸದಸ್ಯ ಕಾರ್ಯದರ್ಶಿ ಹಾಗೂ ಹಿರಿಯ ಸಿವಿಲ್ ನ್ಯಾಯಾಧೀಶರಾದ ರಾಜೇಶ್ ಎನ್.ಹೊಸಮನೆ ಅವರು ಕರೆ ನೀಡಿದರು. ಜಿಲ್ಲಾಡಳಿತ, ಜಿಲ್ಲಾ ಪಂಚಾಯತ್, ಜಿಲ್ಲಾ ಕಾನೂನು ಸೇವೆಗಳ ಪ್ರಾಧಿಕಾರ ಹಾಗೂ ಜಿಲ್ಲಾ ಆರೋಗ್ಯ ಮತ್ತು ಕುಟುಂಬ bbox=[49, 862, 250, 1012]
